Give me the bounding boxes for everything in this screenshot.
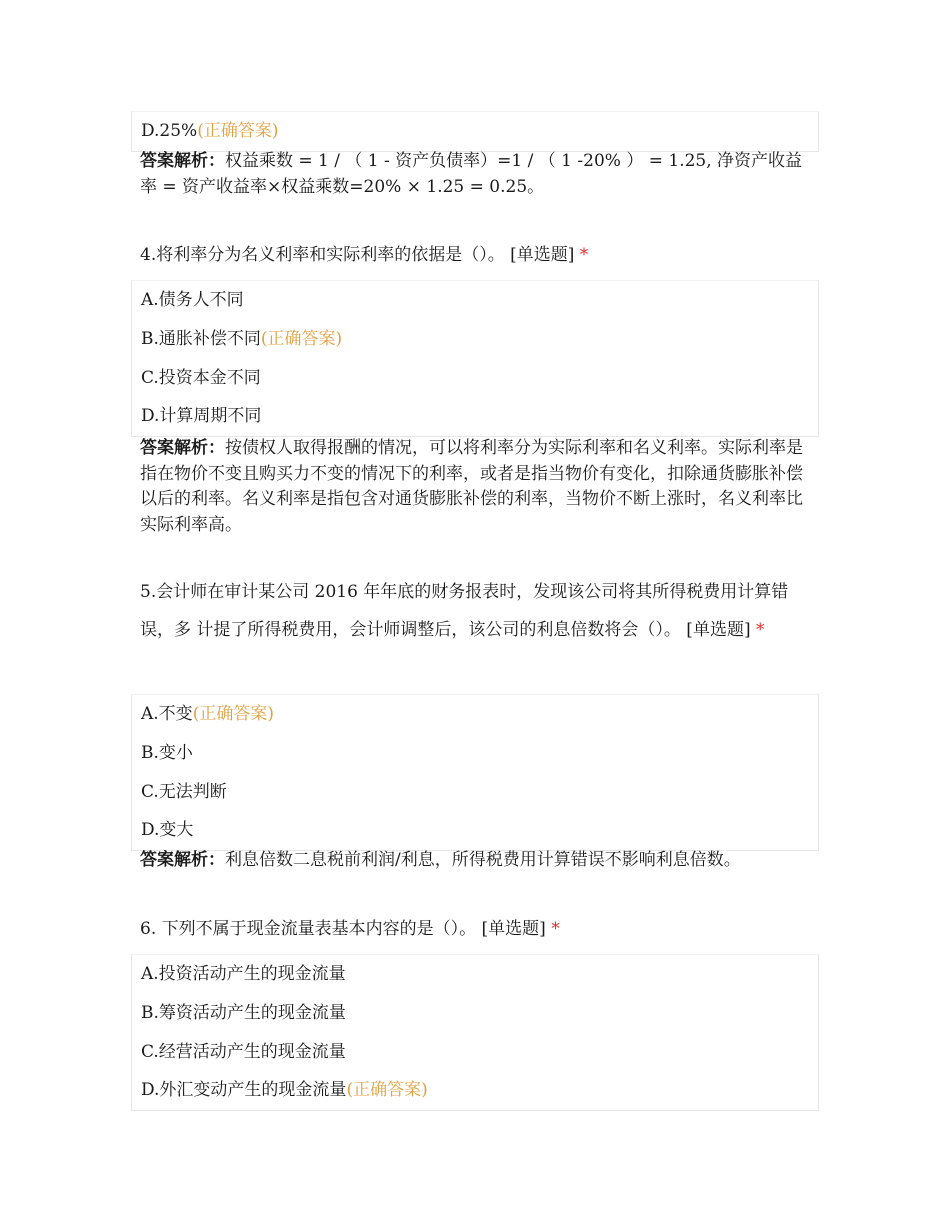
q4-option-b: B.通胀补偿不同(正确答案)	[141, 328, 343, 349]
correct-answer-mark: (正确答案)	[192, 704, 274, 724]
required-star: *	[551, 919, 560, 939]
required-star: *	[579, 245, 589, 265]
q6-option-d: D.外汇变动产生的现金流量(正确答案)	[141, 1080, 428, 1101]
correct-answer-mark: (正确答案)	[346, 1080, 428, 1101]
q4-option-d: D.计算周期不同	[141, 406, 262, 427]
q5-options	[131, 694, 819, 851]
q6-option-a: A.投资活动产生的现金流量	[141, 964, 346, 984]
q5-question: 5.会计师在审计某公司 2016 年年底的财务报表时，发现该公司将其所得税费用计算错误，多 计提了所得税费用，会计师调整后，该公司的利息倍数将会（）。 [单选题] *	[140, 582, 789, 640]
q4-option-a: A.债务人不同	[141, 290, 244, 310]
q5-option-d: D.变大	[141, 820, 194, 841]
q5-option-b: B.变小	[141, 742, 193, 763]
q4-question: 4.将利率分为名义利率和实际利率的依据是（）。 [单选题] *	[140, 245, 589, 265]
q4-explanation: 答案解析：按债权人取得报酬的情况，可以将利率分为实际利率和名义利率。实际利率是指在物价不变且购买力不变的情况下的利率，或者是指当物价有变化，扣除通货膨胀补偿以后的利率。名义利率是指包含对通货膨胀补偿的利率，当物价不断上涨时，名义利率比实际利率高。	[140, 438, 803, 535]
q4-option-c: C.投资本金不同	[141, 367, 261, 388]
q3-options	[131, 111, 819, 152]
q5-explanation: 答案解析：利息倍数二息税前利润/利息，所得税费用计算错误不影响利息倍数。	[140, 850, 741, 870]
q4-options	[131, 280, 819, 437]
q3-option-d: D.25%(正确答案)	[141, 121, 279, 141]
correct-answer-mark: (正确答案)	[260, 328, 343, 349]
q6-question: 6. 下列不属于现金流量表基本内容的是（）。 [单选题] *	[140, 919, 560, 939]
correct-answer-mark: (正确答案)	[197, 121, 279, 141]
required-star: *	[755, 620, 765, 640]
q6-options	[131, 954, 819, 1111]
q6-option-b: B.筹资活动产生的现金流量	[141, 1002, 346, 1023]
q5-option-a: A.不变(正确答案)	[141, 704, 274, 724]
q5-option-c: C.无法判断	[141, 781, 227, 802]
q3-explanation: 答案解析：权益乘数 = 1 / （ 1 - 资产负债率）=1 / （ 1 -20% ） = 1.25, 净资产收益率 = 资产收益率×权益乘数=20% × 1.25 = 0.25。	[140, 151, 803, 197]
q6-option-c: C.经营活动产生的现金流量	[141, 1041, 346, 1062]
